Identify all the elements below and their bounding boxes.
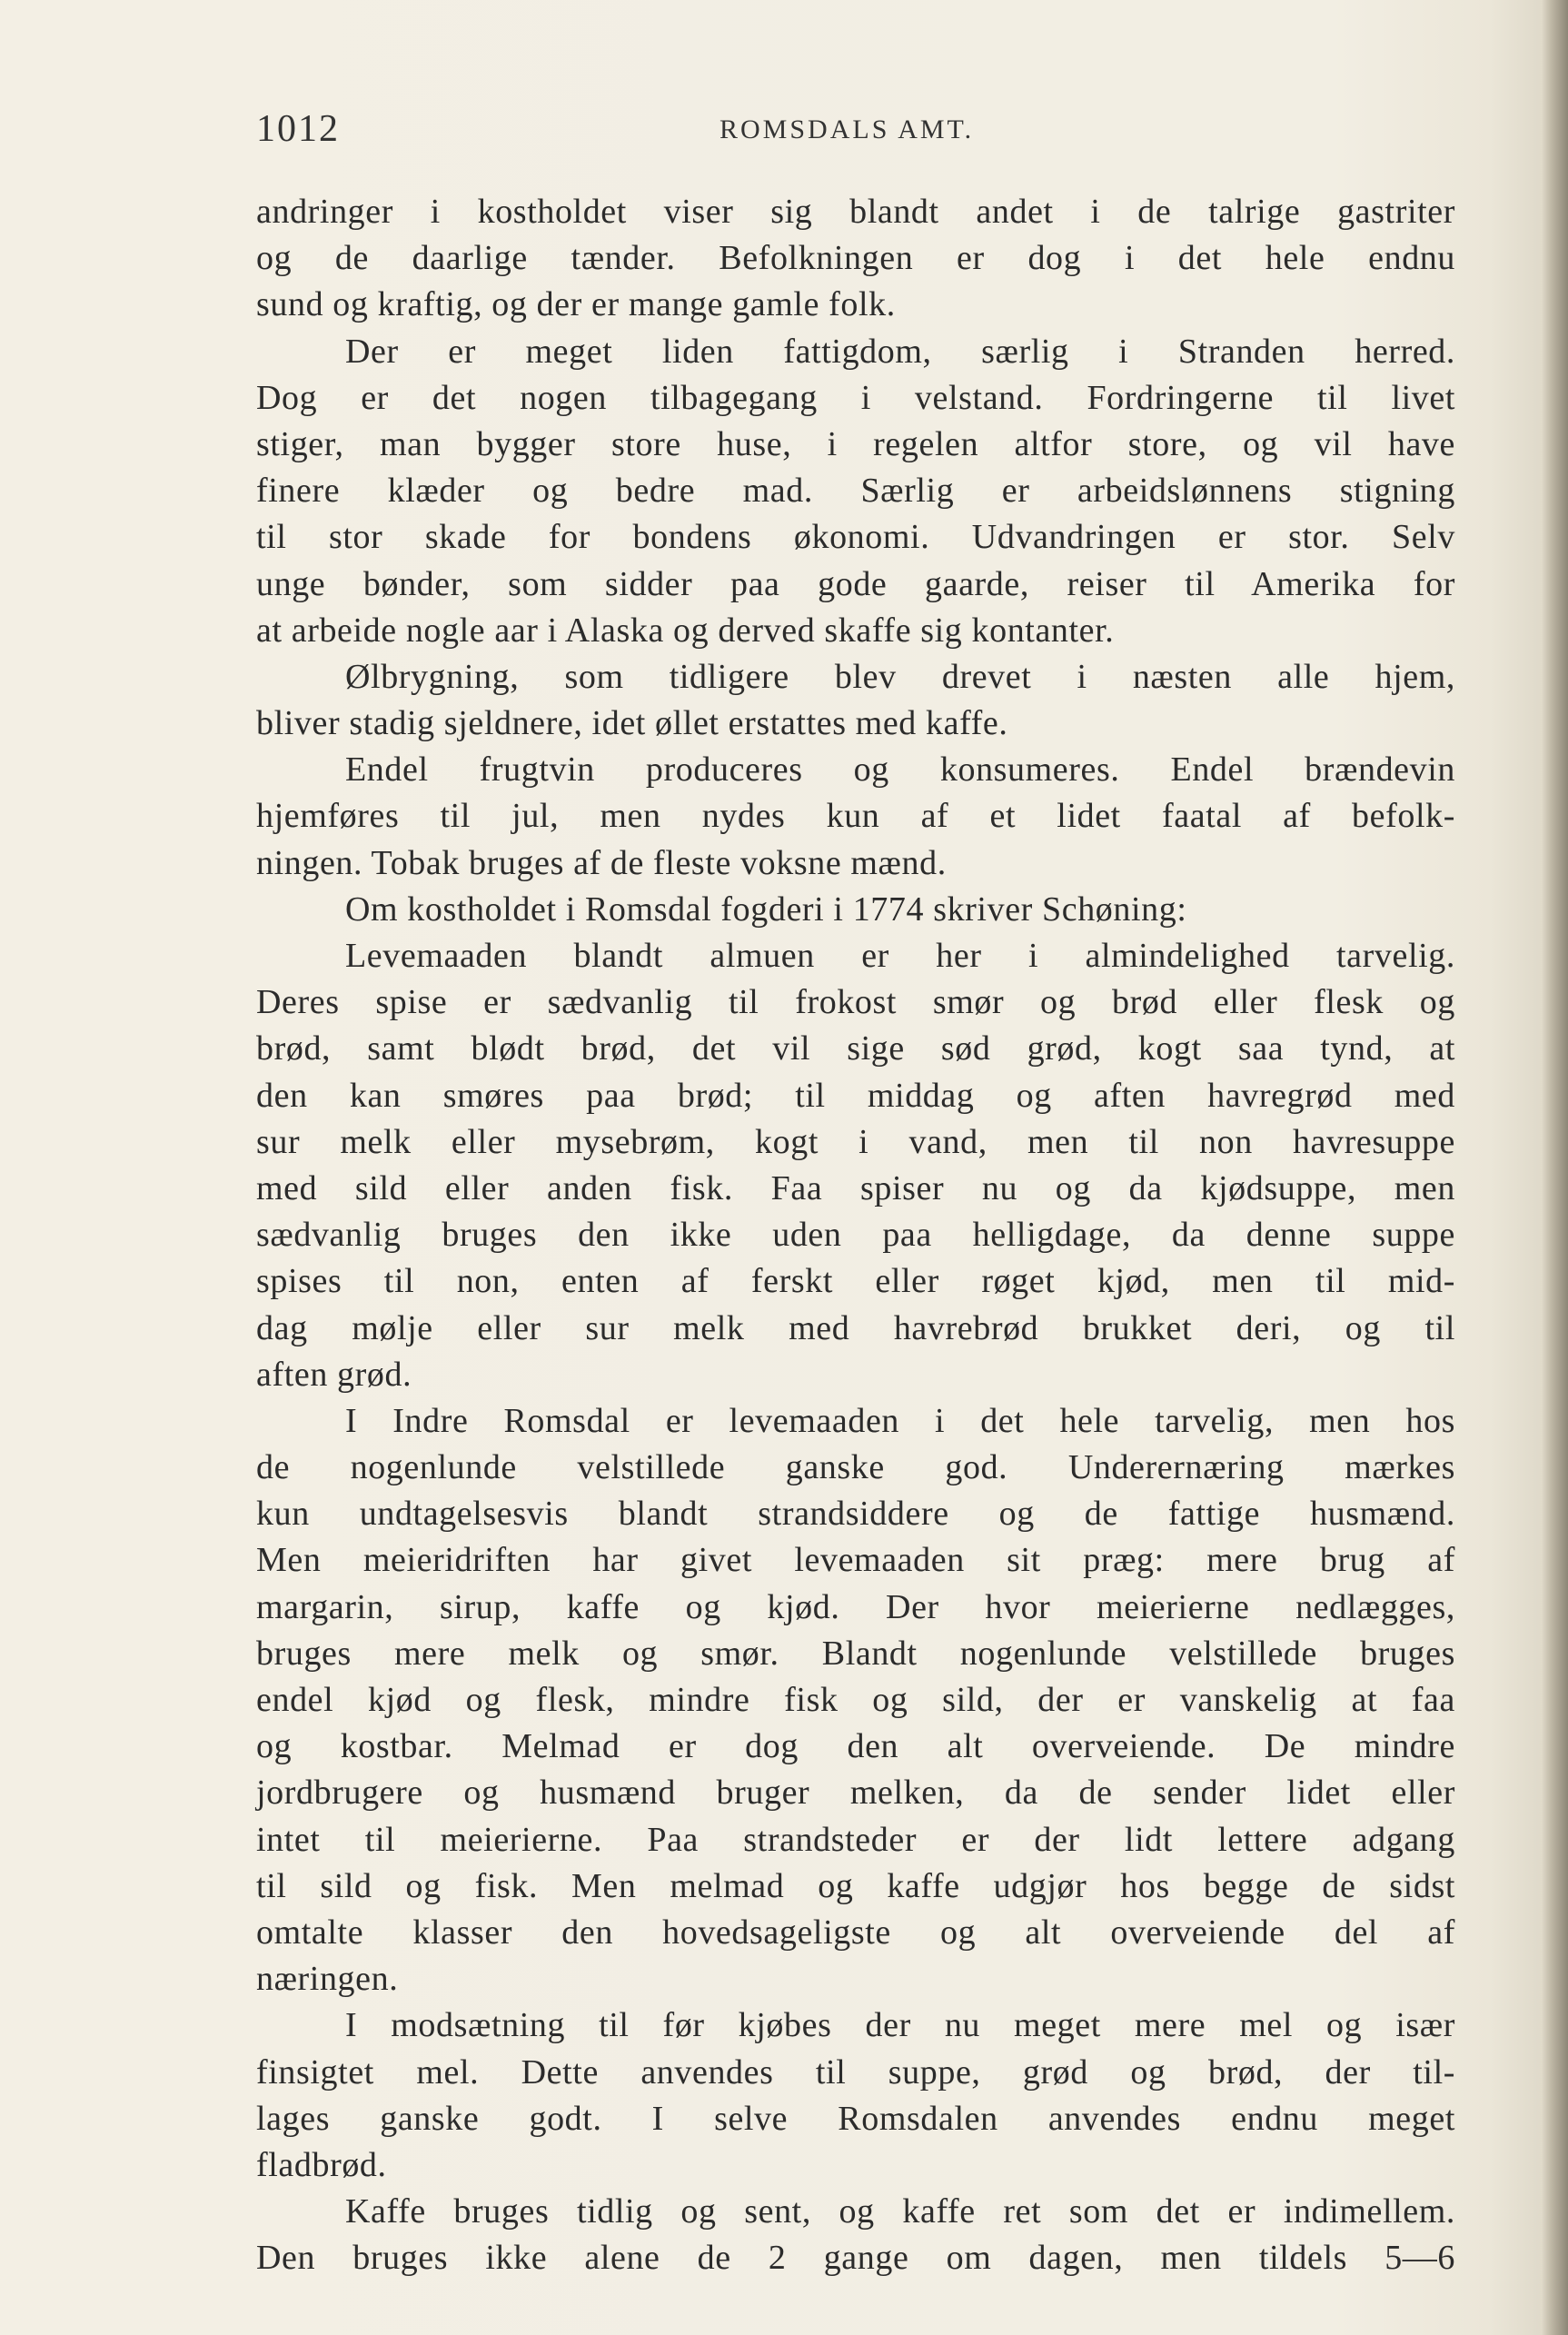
- page-number: 1012: [256, 108, 340, 150]
- text-line: næringen.: [256, 1960, 399, 1999]
- text-line: fladbrød.: [256, 2145, 387, 2184]
- text-line: og de daarlige tænder. Befolkningen er dog i det hele endnu: [256, 239, 1455, 278]
- text-line: andringer i kostholdet viser sig blandt andet i de talrige gastriter: [256, 193, 1455, 231]
- text-line: til sild og fisk. Men melmad og kaffe udgjør hos begge de sidst: [256, 1866, 1455, 1905]
- text-line: aften grød.: [256, 1355, 412, 1394]
- text-line: finsigtet mel. Dette anvendes til suppe, grød og brød, der til-: [256, 2052, 1455, 2092]
- text-line: margarin, sirup, kaffe og kjød. Der hvor meierierne nedlægges,: [256, 1587, 1455, 1626]
- text-line: og kostbar. Melmad er dog den alt overveiende. De mindre: [256, 1727, 1455, 1766]
- text-line: hjemføres til jul, men nydes kun af et lidet faatal af befolk-: [256, 797, 1455, 836]
- text-line: kun undtagelsesvis blandt strandsiddere og de fattige husmænd.: [256, 1495, 1455, 1534]
- page-header: [256, 107, 1455, 162]
- text-line: Levemaaden blandt almuen er her i almindelighed tarvelig.: [345, 937, 1455, 975]
- text-line: bliver stadig sjeldnere, idet øllet erstattes med kaffe.: [256, 704, 1008, 743]
- text-line: den kan smøres paa brød; til middag og aften havregrød med: [256, 1076, 1455, 1115]
- text-line: brød, samt blødt brød, det vil sige sød grød, kogt saa tynd, at: [256, 1029, 1455, 1068]
- text-line: unge bønder, som sidder paa gode gaarde, reiser til Amerika for: [256, 564, 1455, 603]
- text-line: ningen. Tobak bruges af de fleste voksne mænd.: [256, 843, 947, 882]
- text-line: sur melk eller mysebrøm, kogt i vand, men til non havresuppe: [256, 1122, 1455, 1161]
- text-line: Om kostholdet i Romsdal fogderi i 1774 skriver Schøning:: [345, 889, 1187, 929]
- text-line: til stor skade for bondens økonomi. Udvandringen er stor. Selv: [256, 518, 1455, 557]
- text-line: spises til non, enten af ferskt eller røget kjød, men til mid-: [256, 1262, 1455, 1301]
- text-line: Deres spise er sædvanlig til frokost smør og brød eller flesk og: [256, 983, 1455, 1022]
- text-line: at arbeide nogle aar i Alaska og derved skaffe sig kontanter.: [256, 611, 1115, 650]
- text-line: intet til meierierne. Paa strandsteder er der lidt lettere adgang: [256, 1820, 1455, 1859]
- text-line: Der er meget liden fattigdom, særlig i Stranden herred.: [345, 332, 1455, 371]
- text-line: med sild eller anden fisk. Faa spiser nu og da kjødsuppe, men: [256, 1168, 1455, 1207]
- text-line: Kaffe bruges tidlig og sent, og kaffe ret som det er indimellem.: [345, 2192, 1455, 2231]
- text-line: finere klæder og bedre mad. Særlig er arbeidslønnens stigning: [256, 472, 1455, 511]
- text-line: Endel frugtvin produceres og konsumeres. Endel brændevin: [345, 750, 1455, 790]
- text-line: omtalte klasser den hovedsageligste og alt overveiende del af: [256, 1913, 1455, 1952]
- text-line: Men meieridriften har givet levemaaden sit præg: mere brug af: [256, 1541, 1455, 1580]
- running-head: ROMSDALS AMT.: [719, 114, 975, 144]
- text-line: Den bruges ikke alene de 2 gange om dagen, men tildels 5—6: [256, 2239, 1455, 2278]
- text-line: Ølbrygning, som tidligere blev drevet i næsten alle hjem,: [345, 657, 1455, 696]
- text-line: sund og kraftig, og der er mange gamle folk.: [256, 285, 896, 324]
- body-text: [256, 189, 1455, 2281]
- text-line: de nogenlunde velstillede ganske god. Underernæring mærkes: [256, 1448, 1455, 1487]
- text-line: I modsætning til før kjøbes der nu meget mere mel og især: [345, 2006, 1455, 2045]
- text-line: endel kjød og flesk, mindre fisk og sild, der er vanskelig at faa: [256, 1681, 1455, 1719]
- text-line: bruges mere melk og smør. Blandt nogenlunde velstillede bruges: [256, 1634, 1455, 1673]
- text-line: jordbrugere og husmænd bruger melken, da de sender lidet eller: [256, 1774, 1455, 1813]
- text-line: Dog er det nogen tilbagegang i velstand. Fordringerne til livet: [256, 378, 1455, 417]
- text-line: dag mølje eller sur melk med havrebrød brukket deri, og til: [256, 1308, 1455, 1347]
- text-line: lages ganske godt. I selve Romsdalen anvendes endnu meget: [256, 2099, 1455, 2138]
- text-line: stiger, man bygger store huse, i regelen altfor store, og vil have: [256, 424, 1455, 463]
- text-line: sædvanlig bruges den ikke uden paa helligdage, da denne suppe: [256, 1216, 1455, 1255]
- page-edge-shadow: [1541, 0, 1568, 2335]
- text-line: I Indre Romsdal er levemaaden i det hele tarvelig, men hos: [345, 1401, 1455, 1440]
